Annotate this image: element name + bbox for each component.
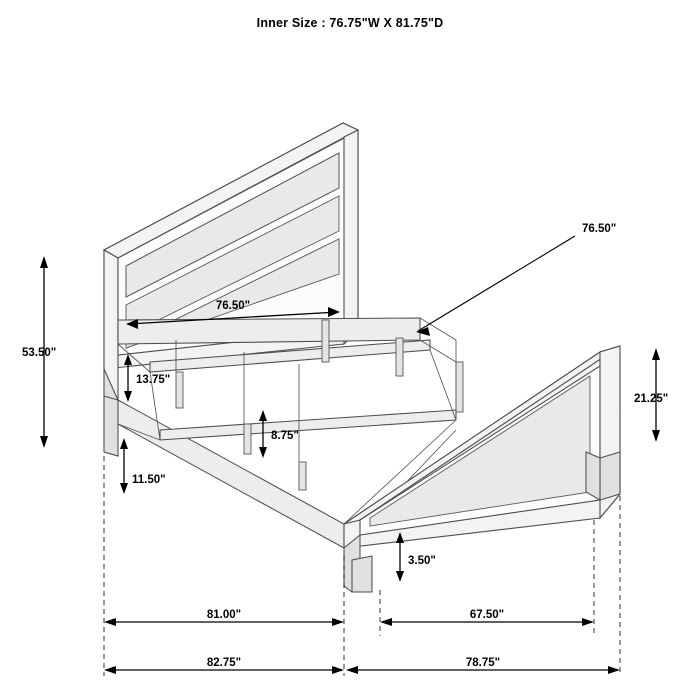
dim-label-slat-height-high: 13.75" — [136, 374, 171, 386]
footboard — [344, 346, 620, 592]
dim-label-length-lower-right: 78.75" — [465, 657, 501, 669]
page-title: Inner Size : 76.75"W X 81.75"D — [256, 16, 444, 30]
dim-label-rail-height: 11.50" — [132, 474, 166, 486]
dim-length-upper-left — [104, 609, 344, 626]
dim-label-length-lower-left: 82.75" — [206, 657, 242, 669]
dim-footboard-height — [634, 348, 668, 442]
dim-label-side-rail-inner: 76.50" — [582, 223, 617, 235]
dim-label-footboard-clearance: 3.50" — [408, 555, 436, 567]
dim-label-slat-height-mid: 8.75" — [271, 430, 299, 442]
dim-length-lower-left — [104, 657, 344, 674]
dim-label-length-upper-left: 81.00" — [206, 609, 242, 621]
dim-label-footboard-height: 21.25" — [634, 393, 669, 405]
dim-length-lower-right — [346, 657, 620, 674]
dim-side-rail-inner — [416, 223, 616, 336]
dim-label-length-upper-right: 67.50" — [469, 609, 505, 621]
dim-label-headboard-height: 53.50" — [22, 347, 57, 359]
dim-label-headboard-width: 76.50" — [215, 300, 251, 312]
dim-length-upper-right — [380, 609, 594, 626]
headboard — [104, 123, 358, 456]
dim-slat-height-mid — [259, 410, 299, 458]
dim-headboard-height — [22, 256, 56, 448]
